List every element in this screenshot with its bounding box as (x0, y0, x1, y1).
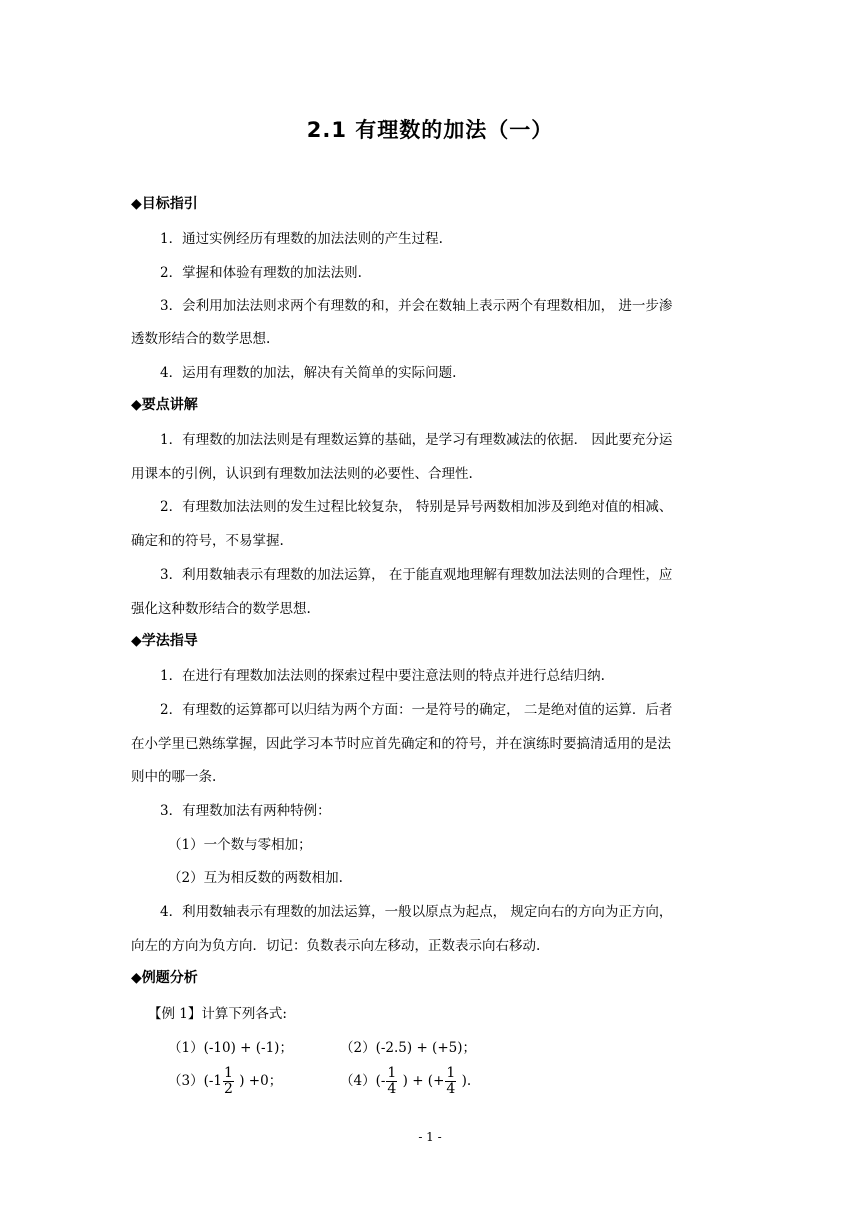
fraction-denominator: 4 (446, 1081, 456, 1097)
example-1-part-4 (340, 1066, 471, 1097)
goals-item-3-cont: 透数形结合的数学思想. (131, 331, 271, 347)
key-points-item-2: 2．有理数加法法则的发生过程比较复杂， 特别是异号两数相加涉及到绝对值的相减、 (160, 499, 673, 515)
fraction-numerator: 1 (387, 1065, 397, 1081)
key-points-item-1: 1．有理数的加法法则是有理数运算的基础，是学习有理数减法的依据． 因此要充分运 (160, 432, 673, 448)
fraction-denominator: 4 (387, 1081, 397, 1097)
part-4-mid: ) + (+ (398, 1073, 445, 1089)
study-guide-subitem-2: （2）互为相反数的两数相加. (168, 870, 343, 886)
goals-item-1: 1．通过实例经历有理数的加法法则的产生过程. (160, 231, 443, 247)
study-guide-item-3: 3．有理数加法有两种特例： (160, 803, 331, 819)
goals-item-3: 3．会利用加法法则求两个有理数的和，并会在数轴上表示两个有理数相加， 进一步渗 (160, 298, 673, 314)
key-points-heading: ◆要点讲解 (131, 397, 198, 413)
part-4-close: ). (457, 1073, 472, 1089)
study-guide-subitem-1: （1）一个数与零相加； (168, 837, 312, 853)
study-guide-item-2-cont-1: 在小学里已熟练掌握，因此学习本节时应首先确定和的符号，并在演练时要搞清适用的是法 (131, 736, 671, 752)
page-title: 2.1 有理数的加法（一） (306, 118, 554, 142)
key-points-item-2-cont: 确定和的符号，不易掌握. (131, 533, 284, 549)
key-points-item-3: 3．利用数轴表示有理数的加法运算， 在于能直观地理解有理数加法法则的合理性，应 (160, 567, 673, 583)
study-guide-item-1: 1．在进行有理数加法法则的探索过程中要注意法则的特点并进行总结归纳. (160, 668, 605, 684)
fraction-one-quarter-positive (445, 1066, 456, 1097)
part-3-close: ) +0； (234, 1073, 283, 1089)
study-guide-item-4-cont: 向左的方向为负方向．切记：负数表示向左移动，正数表示向右移动. (131, 938, 541, 954)
fraction-numerator: 1 (224, 1065, 233, 1081)
part-3-open: （3）(-1 (168, 1073, 223, 1089)
example-1-intro: 【例 1】计算下列各式: (148, 1006, 287, 1022)
part-4-open: （4）(- (340, 1073, 386, 1089)
study-guide-item-4: 4．利用数轴表示有理数的加法运算，一般以原点为起点， 规定向右的方向为正方向， (160, 904, 673, 920)
examples-heading: ◆例题分析 (131, 970, 198, 986)
key-points-item-3-cont: 强化这种数形结合的数学思想. (131, 601, 311, 617)
page-number: - 1 - (418, 1130, 442, 1144)
goals-item-4: 4．运用有理数的加法，解决有关简单的实际问题. (160, 365, 457, 381)
fraction-denominator: 2 (224, 1081, 233, 1097)
example-1-part-3 (168, 1066, 282, 1097)
fraction-numerator: 1 (446, 1065, 456, 1081)
fraction-one-quarter-negative (386, 1066, 397, 1097)
study-guide-heading: ◆学法指导 (131, 633, 198, 649)
key-points-item-1-cont: 用课本的引例，认识到有理数加法法则的必要性、合理性. (131, 466, 473, 482)
study-guide-item-2-cont-2: 则中的哪一条. (131, 769, 217, 785)
example-1-part-2: （2）(-2.5) + (+5)； (340, 1040, 476, 1056)
goals-heading: ◆目标指引 (131, 196, 198, 212)
study-guide-item-2: 2．有理数的运算都可以归结为两个方面：一是符号的确定， 二是绝对值的运算．后者 (160, 702, 673, 718)
fraction-one-half (223, 1066, 234, 1097)
goals-item-2: 2．掌握和体验有理数的加法法则. (160, 265, 362, 281)
example-1-part-1: （1）(-10) + (-1)； (168, 1040, 293, 1056)
